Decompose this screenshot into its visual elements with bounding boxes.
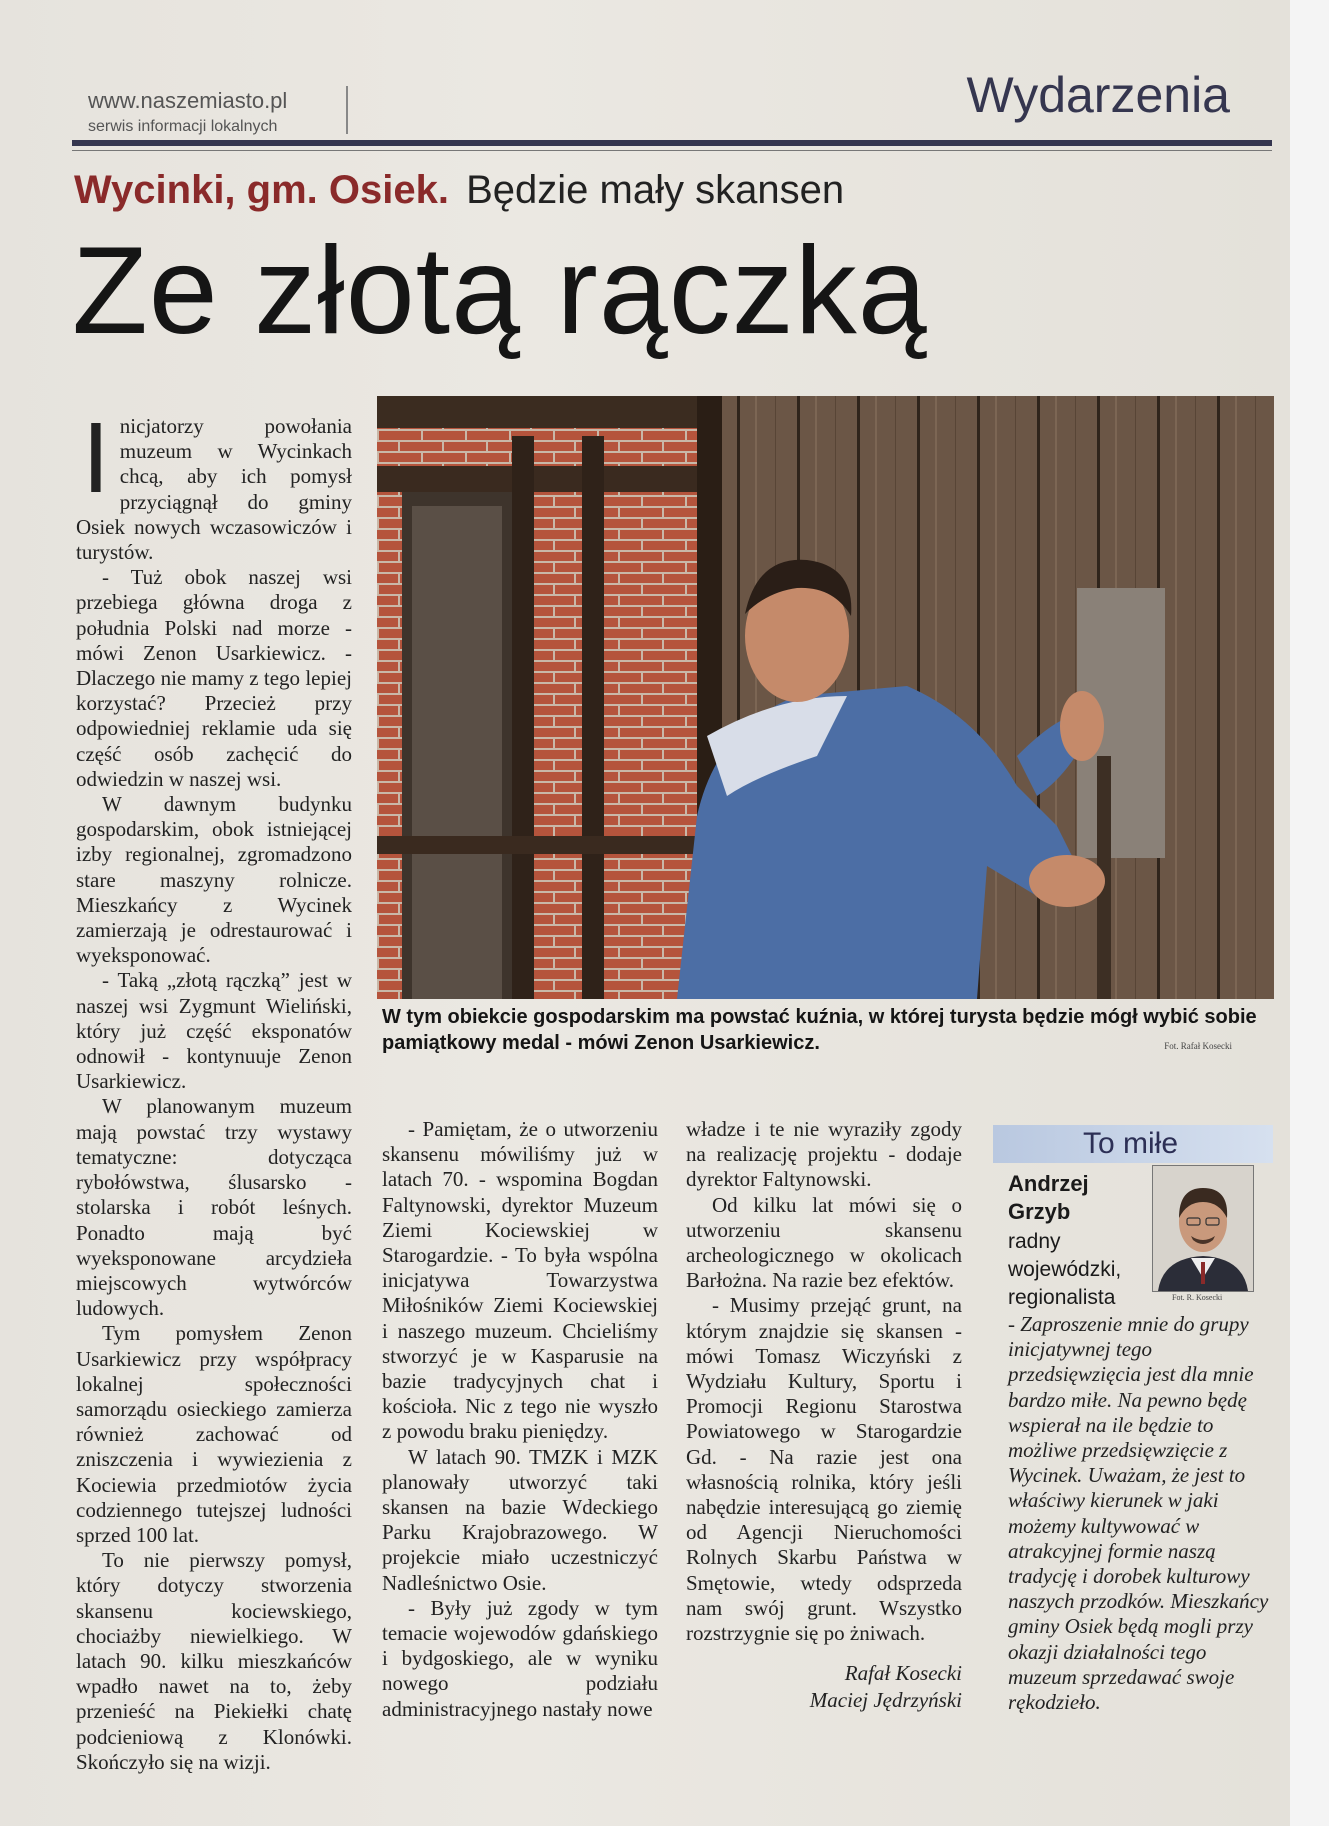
paragraph: To nie pierwszy pomysł, który dotyczy stworzenia skansenu kociewskiego, chociażby niewielkiego. W latach 90. kilku mieszkańców wpadło nawet na to, żeby przenieść na Piekiełki chatę podcieniową z Klonówki. Skończyło się na wizji. (76, 1548, 352, 1774)
header-rule-thin (72, 150, 1272, 151)
paragraph: władze i te nie wyraziły zgody na realizację projektu - dodaje dyrektor Faltynowski. (686, 1117, 962, 1192)
paragraph: Tym pomysłem Zenon Usarkiewicz przy współpracy lokalnej społeczności samorządu osieckiego zamierza również zachować od zniszczenia i wywiezienia z Kociewia przedmiotów życia codziennego tutejszej ludności sprzed 100 lat. (76, 1321, 352, 1547)
article-authors (770, 1660, 962, 1714)
article-photo (377, 396, 1274, 999)
paragraph: - Tuż obok naszej wsi przebiega główna droga z południa Polski nad morze - mówi Zenon Usarkiewicz. - Dlaczego nie mamy z tego lepiej korzystać? Przecież przy odpowiedniej reklamie uda się część osób zachęcić do odwiedzin w naszej wsi. (76, 565, 352, 791)
sidebar-person-name: Andrzej Grzyb (1008, 1171, 1089, 1224)
sidebar-header (993, 1125, 1273, 1163)
sidebar-quote: - Zaproszenie mnie do grupy inicjatywnej tego przedsięwzięcia jest dla mnie bardzo miłe. Na pewno będę wspierał na ile będzie to możliwe przedsięwzięcie z Wycinek. Uważam, że jest to właściwy kierunek w jaki możemy kultywować w atrakcyjnej formie naszą tradycję i dorobek kulturowy naszych przodków. Mieszkańcy gminy Osiek będą mogli przy okazji działalności tego muzeum sprzedawać swoje rękodzieło. (1008, 1312, 1269, 1715)
sidebar-title: To miłe (1083, 1127, 1179, 1160)
paragraph: W dawnym budynku gospodarskim, obok istniejącej izby regionalnej, zgromadzono stare maszyny rolnicze. Mieszkańcy z Wycinek zamierzają je odrestaurować i wyeksponować. (76, 792, 352, 968)
author-name: Maciej Jędrzyński (809, 1688, 962, 1712)
photo-credit: Fot. Rafał Kosecki (1164, 1041, 1232, 1051)
article-column-2 (382, 1117, 658, 1722)
portrait-illustration (1153, 1166, 1253, 1291)
paragraph: - Musimy przejąć grunt, na którym znajdzie się skansen - mówi Tomasz Wiczyński z Wydziału Kultury, Sportu i Promocji Regionu Starostwa Powiatowego w Starogardzie Gd. - Na razie jest ona własnością rolnika, który jeśli nabędzie interesującą go ziemię od Agencji Nieruchomości Rolnych Skarbu Państwa w Smętowie, wtedy odsprzeda nam swój grunt. Wszystko rozstrzygnie się po żniwach. (686, 1293, 962, 1646)
scan-edge (1290, 0, 1329, 1826)
paragraph: W latach 90. TMZK i MZK planowały utworzyć taki skansen na bazie Wdeckiego Parku Krajobrazowego. W projekcie miało uczestniczyć Nadleśnictwo Osie. (382, 1444, 658, 1595)
article-kicker (74, 168, 844, 213)
paragraph: Od kilku lat mówi się o utworzeniu skansenu archeologicznego w okolicach Barłożna. Na razie bez efektów. (686, 1192, 962, 1293)
header-divider (346, 86, 348, 134)
author-name: Rafał Kosecki (844, 1661, 962, 1685)
portrait-photo (1152, 1165, 1254, 1292)
kicker-place: Wycinki, gm. Osiek. (74, 168, 449, 212)
portrait-credit: Fot. R. Kosecki (1172, 1293, 1223, 1302)
article-headline: Ze złotą rączką (72, 222, 928, 360)
drop-cap: I (82, 402, 110, 514)
paragraph: W planowanym muzeum mają powstać trzy wystawy tematyczne: dotycząca rybołówstwa, ślusarsko - stolarska i robót leśnych. Ponadto mają być wyeksponowane arcydzieła miejscowych wytwórców ludowych. (76, 1094, 352, 1321)
paragraph: Inicjatorzy powołania muzeum w Wycinkach chcą, aby ich pomysł przyciągnął do gminy Osiek nowych wczasowiczów i turystów. (76, 402, 352, 565)
paragraph: - Były już zgody w tym temacie wojewodów gdańskiego i bydgoskiego, ale w wyniku nowego podziału administracyjnego nastały nowe (382, 1595, 658, 1721)
site-url: www.naszemiasto.pl (88, 88, 288, 113)
sidebar-person-role: radny wojewódzki, regionalista (1008, 1230, 1122, 1309)
site-tagline: serwis informacji lokalnych (88, 118, 278, 135)
paragraph: - Taką „złotą rączką” jest w naszej wsi Zygmunt Wieliński, który już część eksponatów odnowił - kontynuuje Zenon Usarkiewicz. (76, 968, 352, 1094)
section-title: Wydarzenia (966, 67, 1230, 123)
header-rule (72, 140, 1272, 146)
paragraph: - Pamiętam, że o utworzeniu skansenu mówiliśmy już w latach 70. - wspomina Bogdan Faltynowski, dyrektor Muzeum Ziemi Kociewskiej w Starogardzie. - To była wspólna inicjatywa Towarzystwa Miłośników Ziemi Kociewskiej i naszego muzeum. Chcieliśmy stworzyć je w Kasparusie na bazie tradycyjnych chat i kościoła. Nic z tego nie wyszło z powodu braku pieniędzy. (382, 1117, 658, 1444)
photo-caption: W tym obiekcie gospodarskim ma powstać kuźnia, w której turysta będzie mógł wybić sobie pamiątkowy medal - mówi Zenon Usarkiewicz. (382, 1006, 1257, 1054)
site-branding (88, 88, 287, 136)
kicker-subtitle: Będzie mały skansen (466, 168, 845, 212)
photo-illustration (377, 396, 1274, 999)
article-column-1 (76, 402, 352, 1775)
article-column-3 (686, 1117, 962, 1646)
